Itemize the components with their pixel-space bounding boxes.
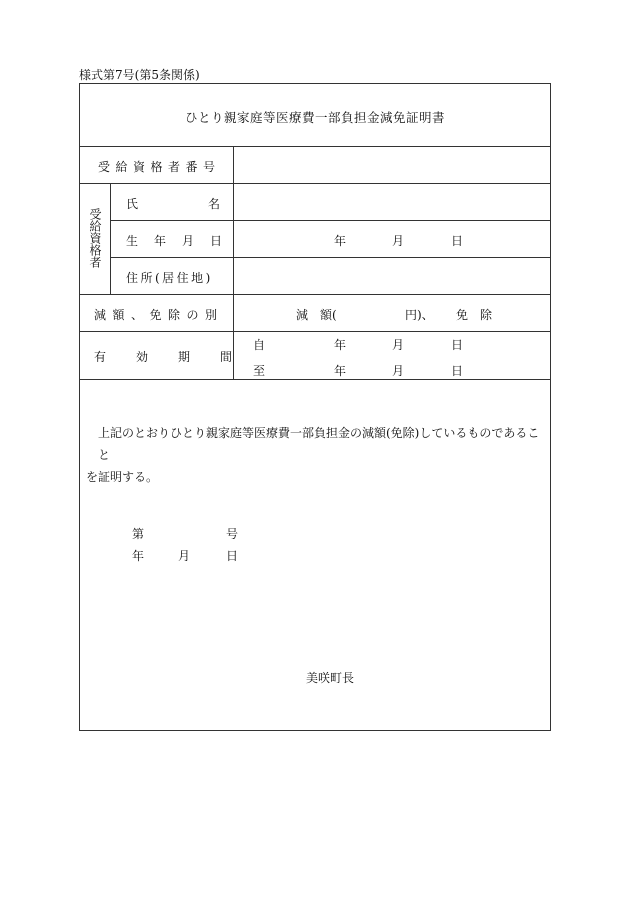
reduction-option: 減 額( <box>296 308 337 322</box>
issue-number-prefix: 第 <box>132 527 145 541</box>
validity-to-month: 月 <box>392 364 405 378</box>
document-title: ひとり親家庭等医療費一部負担金減免証明書 <box>184 110 445 125</box>
validity-to-day: 日 <box>451 364 464 378</box>
label-birthdate <box>126 232 238 249</box>
validity-from-day: 日 <box>451 338 464 352</box>
issue-year: 年 <box>132 549 145 563</box>
label-name <box>126 195 291 212</box>
validity-to: 至 <box>253 364 266 378</box>
statement-line-1: 上記のとおりひとり親家庭等医療費一部負担金の減額(免除)しているものであること <box>98 426 540 462</box>
label-validity <box>94 348 262 365</box>
rule-under-reduction <box>80 331 550 332</box>
label-reduction-type-text: 減額、免除の別 <box>94 308 224 322</box>
validity-to-year: 年 <box>334 364 347 378</box>
rule-under-address <box>80 294 550 295</box>
label-address-text: 住所(居住地) <box>126 271 213 285</box>
rule-under-name <box>110 220 550 221</box>
label-validity-text: 有効期間 <box>94 350 263 364</box>
label-birthdate-text: 生年月日 <box>126 234 239 248</box>
label-name-text: 氏名 <box>126 197 291 211</box>
issue-month: 月 <box>178 549 191 563</box>
issue-number-suffix: 号 <box>226 527 239 541</box>
birth-year: 年 <box>334 234 347 248</box>
form-number-label: 様式第7号(第5条関係) <box>79 68 200 82</box>
statement-line-2: を証明する。 <box>86 470 159 484</box>
birth-month: 月 <box>392 234 405 248</box>
label-address <box>126 269 213 286</box>
rule-under-birthdate <box>110 257 550 258</box>
label-recipient-number-text: 受給資格者番号 <box>98 160 221 174</box>
signer-title: 美咲町長 <box>306 671 355 685</box>
validity-from-year: 年 <box>334 338 347 352</box>
rule-recipient-group <box>110 183 111 294</box>
exemption-option: 免 除 <box>456 308 493 322</box>
rule-label-column <box>233 146 234 379</box>
certification-statement <box>86 422 548 488</box>
validity-from: 自 <box>253 338 266 352</box>
certificate-frame <box>79 83 551 731</box>
rule-under-recipient-number <box>80 183 550 184</box>
rule-under-validity <box>80 379 550 380</box>
label-reduction-type <box>94 306 224 323</box>
issue-day: 日 <box>226 549 239 563</box>
rule-under-title <box>80 146 550 147</box>
birth-day: 日 <box>451 234 464 248</box>
validity-from-month: 月 <box>392 338 405 352</box>
label-recipient-number <box>98 158 221 175</box>
label-recipient-group: 受給資格者 <box>88 208 102 268</box>
reduction-yen: 円)、 <box>405 308 434 322</box>
